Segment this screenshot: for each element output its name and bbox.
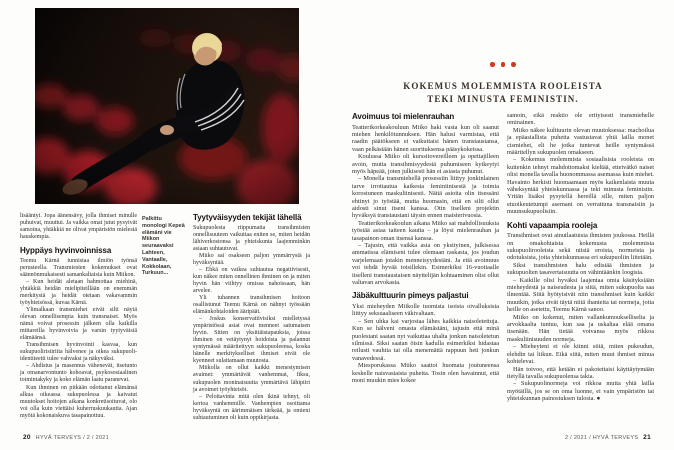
section-heading-hyppays: Hyppäys hyvinvoinnissa (20, 246, 112, 256)
body-paragraph: Yli tuhannen transihmisen hoitoon osallistunut Teemu Kärnä on nähnyt työssään elämänkohtaloiden ääripäät. (193, 294, 310, 316)
body-paragraph: – Sukupuolinormeja voi rikkoa mutta yhtä lailla myötäillä, jos se on oma luonne, ei vain ympäristön tai yhteiskunnan painostuksen tulosta. ● (507, 380, 654, 403)
body-paragraph: Miiko on kokenut, miten vallankumoukselliselta ja arvokkaalta tuntuu, kun saa ja uskaltaa elää omana itsenään. Hän tietää voivansa myös rikkoa maskuliinisuuden normeja. (507, 313, 654, 343)
body-paragraph: Miiko sai osakseen paljon ymmärrystä ja hyväksyntää. (193, 252, 310, 266)
lead-in-paragraph: lisääntyi. Jopa äänensävy, jolla ihmiset minulle puhuivat, muuttui. Ja vaikka omat jutut pysyivät samoina, yhtäkkiä ne olivat ympäristön mielestä hauskempia. (20, 213, 137, 241)
section-heading-avoimuus: Avoimuus toi mielenrauhan (352, 112, 455, 121)
body-paragraph: – Joskus konservatiivisiksi mielletyssä ympäristössä asiat ovat menneet satumaisen hyvin. Sitten on yksittäistapauksia, joissa ihminen on vetäytynyt hoidoista ja palannut syntymässä määritettyyn sukupuoleensa, koska hänelle merkitykselliset ihmiset eivät ole kyenneet sulattamaan muutosta. (193, 316, 310, 365)
paragraph-list (352, 303, 499, 384)
paragraph-list (507, 112, 654, 216)
section-heading-kohti: Kohti vapaampia rooleja (507, 220, 598, 230)
body-paragraph: – Ahdistus ja masennus vähenevät, itsetunto ja omanarvontunto kohoavat, psykososiaalinen toimintakyky ja koko elämän laatu paranevat. (20, 363, 137, 384)
left-page-column-2 (193, 213, 310, 422)
left-page-footer (20, 434, 109, 441)
pull-quote-line-2: TEKI MINUSTA FEMINISTIN. (427, 94, 579, 104)
section-heading-tyytyvaisyys: Tyytyväisyyden tekijät lähellä (193, 213, 302, 222)
body-paragraph: Hän toivoo, että ketään ei pakotettaisi käyttäytymään tietyllä tavalla sukupuolensa takia. (507, 365, 654, 380)
body-paragraph: – Mieheyteni ei ole kiinni siitä, miten pukeudun, elehdin tai liikun. Eikä siitä, miten muut ihmiset minua kohtelevat. (507, 343, 654, 366)
body-paragraph: – Kun heidät aletaan hahmottaa miehinä, yhtäkkiä heidän mielipiteillään on enemmän merkitystä ja heidät otetaan vakavammin työyhteisössä, kuvaa Kärnä. (20, 278, 137, 306)
right-issue-label: 2 / 2021 / HYVÄ TERVEYS (564, 435, 639, 441)
body-paragraph: Teemu Kärnä tunnistaa ilmiön työnsä perusteella. Transmiesten kokemukset ovat säännönmukaisesti samankaltaisia kuin Miikon. (20, 257, 137, 278)
body-paragraph: – Ehkä on vaikea suhtautua negatiivisesti, kun näkee miten onnellinen ihminen on ja miten hyvin hän viihtyy omissa nahoissaan, hän arvelee. (193, 266, 310, 294)
body-paragraph: Transihmisen hyvinvointi kasvaa, kun sukupuoliristiriita hälvenee ja oikea sukupuoli-identiteetti tulee vahvaksi ja näkyväksi. (20, 342, 137, 363)
body-paragraph: Teatterikorkeakoulun aikana Miiko sai mahdollisuuksia työstää asiaa taiteen kautta – ja löysi mielenrauhan ja tasapainon oman itsensä kanssa. (352, 219, 499, 242)
body-paragraph: Miikolla on ollut kaikki menestymisen avaimet: ymmärtävät vanhemmat, fiksu, sukupuolen moninaisuutta ymmärtävä lähipiiri ja avoimet työyhteisöt. (193, 365, 310, 393)
paragraph-list (193, 225, 310, 422)
red-dot-icon (490, 62, 495, 67)
body-paragraph: Miiko näkee kulttuurin olevan muutoksessa: machoilua ja epäasiallista puhetta vastustavat yhtä lailla monet cismiehet, eli he jotka tuntevat heille syntymässä määritellyn sukupuolen omakseen. (507, 126, 654, 157)
pull-quote-line-1: KOKEMUS MOLEMMISTA ROOLEISTA (403, 81, 603, 91)
body-paragraph: Siksi transihmisten halu edistää ihmisten ja sukupuolten tasavertaisuutta on vähintäänkin loogista. (507, 261, 654, 277)
right-page-footer (565, 434, 654, 441)
body-paragraph: – Kokemus molemmista sosiaalisista rooleista on kuitenkin tehnyt mahdottomaksi kieltää, etteivätkö naiset olisi monella tavalla huonommassa asemassa kuin miehet. Havainto herkisti huomaamaan myös kaikenlaista muuta väheksyntää yhteiskunnassa ja teki minusta feministin. Yritän lisäksi pysytellä hereillä sille, miten paljon etuoikeutetumpi asemani on verrattuna transnaisiin ja muunsukupuolisiin. (507, 156, 654, 216)
body-paragraph: Ylimalkaan transmiehet eivät silti näytä olevan onnellisempia kuin transnaiset. Myös nämä voivat prosessin jälkeen olla kaikilla mittareilla hyvinvoivia ja varsin tyytyväisiä elämäänsä. (20, 307, 137, 342)
body-paragraph: Teatterikorkeakouluun Miiko haki vasta kun oli saanut miehen henkilötunnuksen. Hän halusi varmistaa, että raadin päätökseen ei vaikuttaisi hänen transtaustansa, vaan pelkästään hänen suorituksensa pääsykokeissa. (352, 123, 499, 153)
paragraph-list (20, 258, 137, 420)
body-paragraph: Koulussa Miiko oli kurssitovereilleen ja opettajilleen avoin, mutta transihmisyydestä puhumiseen kytkeytyi myös häpeää, joten julkisesti hän ei asiasta puhunut. (352, 153, 499, 175)
body-paragraph: Yksi mieheyden Miikolle tuomista isoista oivalluksista liittyy seksuaaliseen väkivaltaan. (352, 302, 499, 318)
paragraph-list (352, 124, 499, 287)
right-page-column-1 (352, 112, 499, 384)
red-dot-icon (501, 62, 506, 67)
theater-photo-illustration (35, 8, 299, 204)
section-heading-jabakulttuuri: Jäbäkulttuurin pimeys paljastui (352, 291, 469, 301)
left-issue-label: HYVÄ TERVEYS / 2 / 2021 (35, 435, 110, 441)
paragraph-list (507, 232, 654, 402)
body-paragraph: – Sen uhka kai varjostaa lähes kaikkia naisoletettuja. Kun se hälveni omasta elämästäni, tajusin että minä puolestani saatan nyt vaikuttaa uhalta jonkun naisoletetun silmissä. Siksi saatan öisin kadulla esimerkiksi hidastaa reilusti vauhtia tai olla menemättä rappuun heti jonkun vanavedessä. (352, 317, 499, 362)
body-paragraph: – Monella transmiehellä prosessiin liittyy jonkinlainen tarve irrottautua kaikesta feminiinisestä ja toimia korostuneen maskuliinisesti. Näitä asioita olin itsessäni ehtinyt jo työstää, mutta huomasin, että en silti ollut aidosti sinut itseni kanssa. Otin itselleni projektin hyväksyä transtaustani täysin ennen maisterivuosia. (352, 175, 499, 220)
body-paragraph: – Pelottavinta mitä olen ikinä tehnyt, oli kertoa vanhemmille. Vanhempien osoittama hyväksyntä on äärimmäisen tärkeää, ja omieni suhtautuminen oli kuin oppikirjasta. (193, 393, 310, 421)
right-page-column-2 (507, 112, 654, 403)
body-paragraph: Sukupuolesta riippumatta transihmisten onnellisuuteen vaikuttaa eniten se, miten heidän lähiverkostonsa ja yhteiskunta laajemminkin asiaan suhtautuvat. (193, 224, 310, 252)
accent-dots (352, 62, 654, 67)
red-dot-icon (511, 62, 516, 67)
pull-quote (345, 80, 661, 106)
tour-caption: Palkittu monologi Kepeä elämäni vie Miikon seuraavaksi Lahteen, Vantaalle, Kokkolaan, Turkuun... (142, 216, 185, 277)
body-paragraph: – Tajusin, että vaikka asia on yksityinen, julkisessa ammatissa elämiseni tulee olemaan raskasta, jos joudun varjelemaan jotakin menneisyydestäni. Ja että avoimuus voi tehdä hyvää toisillekin. Esimerkiksi 16-vuotiaalle itselleni transtaustaisen näyttelijän kohtaaminen olisi ollut valtavan arvokasta. (352, 242, 499, 287)
body-paragraph: – Kaikille olisi hyväksi laajentaa omia käsityksiään mieheydestä ja naiseudesta ja siitä, miten sukupuolta saa ilmentää. Siitä hyötyisivät niin transihmiset kuin kaikki muutkin, jotka eivät täytä niitä ihanteita tai normeja, joita heille on asetettu, Teemu Kärnä sanoo. (507, 276, 654, 314)
left-page-column-1 (20, 213, 137, 420)
body-paragraph: Kun ihminen on pitkään odottanut elämänsä alkua oikeassa sukupuolessa ja kaivatut muutokset hoitojen aikana konkretisoituvat, olo voi olla kuin viettäisi kuherruskuukautta. Ajan myötä kokonaiskuva tasapainottuu. (20, 384, 137, 419)
body-paragraph: samoin, eikä reaktio ole erityisesti transmiehelle ominainen. (507, 112, 654, 127)
right-page-number: 21 (643, 434, 651, 441)
left-page-number: 20 (23, 434, 31, 441)
body-paragraph: Miesporukassa Miiko saattoi huomata joutuneensa keskelle naisvastaista puhetta. Tosin olen havainnut, että moni muukin mies kokee (352, 362, 499, 384)
body-paragraph: Transihmiset ovat ainutlaatuisia ihmisten joukossa. Heillä on omakohtaista kokemusta molemmista sukupuolirooleista sekä niistä eroista, normeista ja odotuksista, joita yhteiskunnassa eri sukupuoliin liitetään. (507, 232, 654, 262)
theater-portrait-photo (35, 8, 299, 204)
